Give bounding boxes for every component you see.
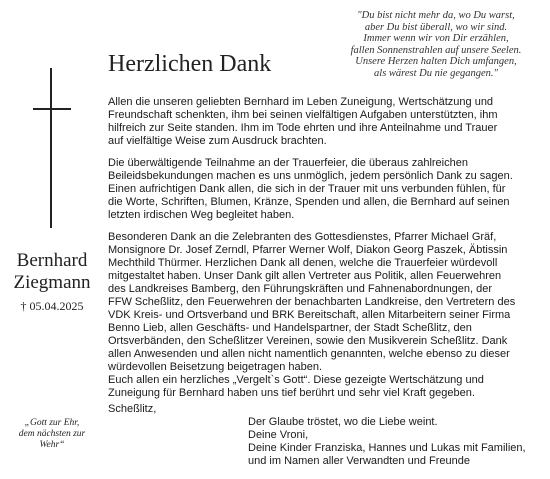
text-line: die Worte, Schriften, Blumen, Kränze, Spenden und allen, die Bernhard auf seinen bbox=[108, 196, 510, 208]
text-line: Euch allen ein herzliches „Vergelt`s Gott“. Diese gezeigte Wertschätzung und bbox=[108, 374, 484, 386]
thanks-text bbox=[108, 96, 540, 400]
text-line: mitgestaltet haben. Unser Dank gilt allen Vertreter aus Politik, allen Feuerwehren bbox=[108, 270, 502, 282]
text-line: Zuneigung für Bernhard haben uns tief berührt und sehr viel Kraft gegeben. bbox=[108, 387, 475, 399]
signature-block bbox=[248, 416, 526, 468]
text-line: Benno Lieb, allen Geschäfts- und Handelspartner, der Stadt Scheßlitz, den bbox=[108, 322, 472, 334]
quote-line: fallen Sonnenstrahlen auf unsere Seelen. bbox=[350, 44, 522, 56]
memorial-quote bbox=[330, 10, 542, 80]
quote-line: Immer wenn wir von Dir erzählen, bbox=[363, 33, 509, 45]
paragraph-intro bbox=[108, 96, 540, 148]
text-line: würdevollen Beisetzung beigetragen haben. bbox=[108, 361, 323, 373]
motto-line: Wehr“ bbox=[39, 440, 65, 450]
death-date: † 05.04.2025 bbox=[20, 299, 84, 313]
text-line: Die überwältigende Teilnahme an der Trauerfeier, die überaus zahlreichen bbox=[108, 157, 468, 169]
fire-brigade-motto bbox=[0, 418, 104, 451]
signature-line: Der Glaube tröstet, wo die Liebe weint. bbox=[248, 416, 438, 428]
quote-line: als wärest Du nie gegangen." bbox=[374, 67, 498, 79]
motto-line: dem nächsten zur bbox=[18, 429, 86, 439]
text-line: auf vielfältige Weise zum Ausdruck brachten. bbox=[108, 135, 327, 147]
signature-line: Deine Vroni, bbox=[248, 429, 309, 441]
text-line: Besonderen Dank an die Zelebranten des Gottesdienstes, Pfarrer Michael Gräf, bbox=[108, 231, 497, 243]
text-line: hilfreich zur Seite standen. Ihm im Tode ehrten und ihre Anteilnahme und Trauer bbox=[108, 122, 498, 134]
text-line: Ortsverbänden, den Scheßlitzer Vereinen, sowie den Musikverein Scheßlitz. Dank bbox=[108, 335, 508, 347]
quote-line: Unsere Herzen halten Dich umfangen, bbox=[355, 56, 517, 68]
text-line: VDK Kreis- und Ortsverband und BRK Bereitschaft, allen Mitarbeitern seiner Firma bbox=[108, 309, 511, 321]
text-line: Allen die unseren geliebten Bernhard im Leben Zuneigung, Wertschätzung und bbox=[108, 96, 494, 108]
text-line: allen Anwesenden und allen nicht namentlich genannten, welche ebenso zu dieser bbox=[108, 348, 510, 360]
text-line: FFW Scheßlitz, den Feuerwehren der benachbarten Landkreise, den Vertretern des bbox=[108, 296, 516, 308]
text-line: Mechthild Thürmer. Herzlichen Dank all denen, welche die Trauerfeier würdevoll bbox=[108, 257, 498, 269]
signature-line: Deine Kinder Franziska, Hannes und Lukas mit Familien, bbox=[248, 442, 526, 454]
quote-line: aber Du bist überall, wo wir sind. bbox=[364, 21, 508, 33]
cross-icon bbox=[33, 68, 71, 228]
paragraph-special-thanks bbox=[108, 231, 540, 400]
text-line: letzten irdischen Weg begleitet haben. bbox=[108, 209, 295, 221]
deceased-first-name: Bernhard bbox=[16, 250, 88, 271]
quote-line: "Du bist nicht mehr da, wo Du warst, bbox=[357, 10, 515, 21]
place-name: Scheßlitz, bbox=[108, 403, 157, 415]
deceased-last-name: Ziegmann bbox=[13, 272, 91, 293]
motto-line: „Gott zur Ehr, bbox=[24, 418, 80, 428]
page-title: Herzlichen Dank bbox=[108, 51, 272, 77]
text-line: Monsignore Dr. Josef Zerndl, Pfarrer Werner Wolf, Diakon Georg Paszek, Äbtissin bbox=[108, 244, 508, 256]
paragraph-condolences bbox=[108, 157, 540, 222]
text-line: des Landkreises Bamberg, den Führungskräften und Fahnenabordnungen, der bbox=[108, 283, 493, 295]
text-line: Beileidsbekundungen machen es uns unmöglich, jedem persönlich Dank zu sagen. bbox=[108, 170, 513, 182]
signature-line: und im Namen aller Verwandten und Freunde bbox=[248, 455, 470, 467]
text-line: Freundschaft schenkten, ihm bei seinen vielfältigen Aufgaben unterstützten, ihm bbox=[108, 109, 498, 121]
text-line: Einen aufrichtigen Dank allen, die sich in der Trauer mit uns verbunden fühlen, für bbox=[108, 183, 506, 195]
